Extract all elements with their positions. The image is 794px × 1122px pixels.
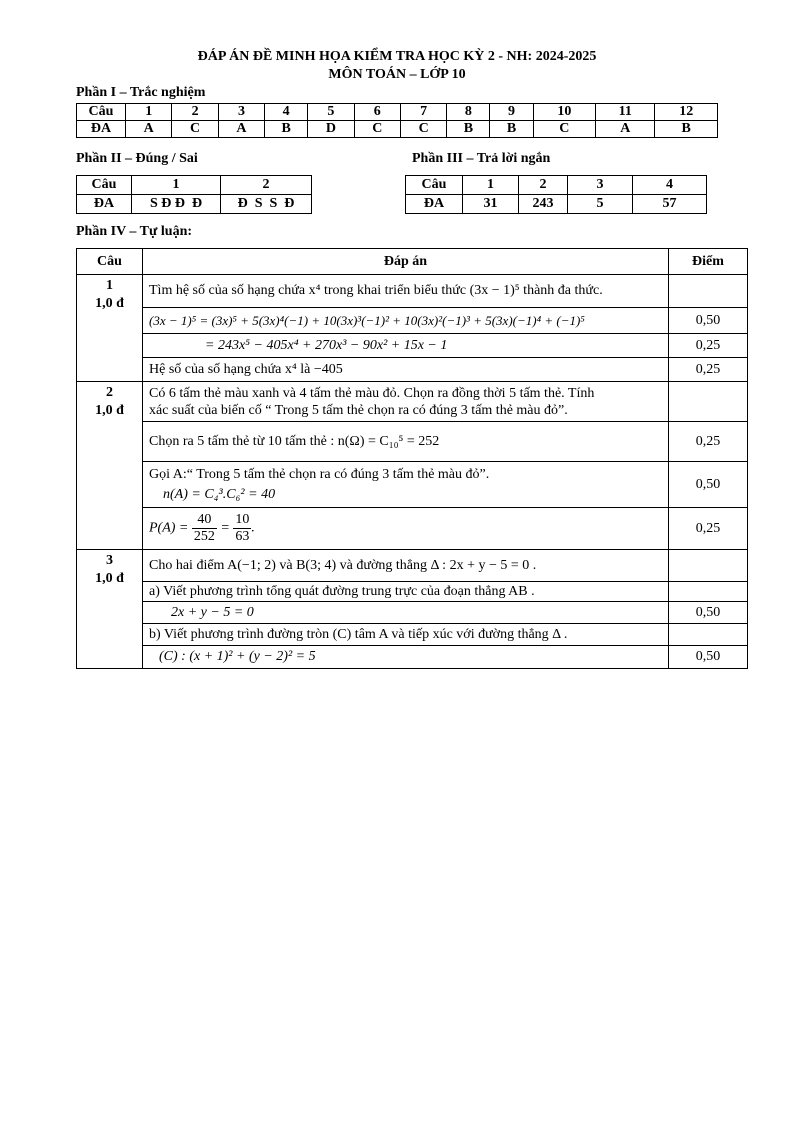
part1-a: A	[126, 121, 172, 138]
q3-row	[77, 582, 748, 602]
part3-table	[405, 175, 707, 214]
q3-points	[669, 624, 748, 646]
part2-question-row	[77, 176, 312, 195]
q2-frac2-num: 10	[235, 512, 250, 527]
part2-q: 2	[221, 176, 312, 195]
part1-a: B	[655, 121, 718, 138]
part1-title: Phần I – Trắc nghiệm	[76, 85, 206, 100]
q2-frac1-den: 252	[193, 529, 215, 544]
part1-question-row	[77, 104, 718, 121]
part3-q: 4	[633, 176, 707, 195]
part3-q: 2	[519, 176, 568, 195]
q2-fraction-1	[192, 512, 217, 545]
q1-points-total: 1,0 đ	[95, 296, 124, 311]
q1-result: = 243x⁵ − 405x⁴ + 270x³ − 90x² + 15x − 1	[143, 334, 669, 358]
q3-row	[77, 624, 748, 646]
doc-title: ĐÁP ÁN ĐỀ MINH HỌA KIỂM TRA HỌC KỲ 2 - NH: 2024-2025	[197, 49, 597, 64]
q1-conclusion: Hệ số của số hạng chứa x⁴ là −405	[143, 358, 669, 382]
part3-question-row	[406, 176, 707, 195]
part3-a-label: ĐA	[406, 195, 463, 214]
part1-a: C	[354, 121, 400, 138]
q2-frac1-num: 40	[192, 512, 217, 529]
q1-points: 0,50	[669, 308, 748, 334]
q2-row	[77, 382, 748, 422]
part1-q: 7	[400, 104, 446, 121]
part1-q-label: Câu	[77, 104, 126, 121]
q3-row	[77, 602, 748, 624]
q3-part-a: a) Viết phương trình tổng quát đường trung trực của đoạn thẳng AB .	[143, 582, 669, 602]
part4-col-answer: Đáp án	[143, 249, 669, 275]
q1-row	[77, 358, 748, 382]
doc-subtitle: MÔN TOÁN – LỚP 10	[328, 67, 466, 82]
part1-q: 5	[308, 104, 354, 121]
part1-q: 4	[265, 104, 308, 121]
q3-number: 3	[106, 553, 113, 568]
q1-points: 0,25	[669, 334, 748, 358]
part1-q: 1	[126, 104, 172, 121]
q3-row	[77, 646, 748, 669]
q3-part-a-answer: 2x + y − 5 = 0	[143, 602, 669, 624]
part2-title: Phần II – Đúng / Sai	[76, 151, 198, 166]
q2-points: 0,25	[669, 422, 748, 462]
q1-cell	[77, 275, 143, 382]
part1-a: B	[490, 121, 533, 138]
part1-a: B	[447, 121, 490, 138]
part4-title: Phần IV – Tự luận:	[76, 224, 193, 239]
part1-table	[76, 103, 718, 138]
q1-number: 1	[106, 278, 113, 293]
q2-row	[77, 462, 748, 508]
q2-points-total: 1,0 đ	[95, 403, 124, 418]
part1-answer-row	[77, 121, 718, 138]
part3-title: Phần III – Trả lời ngắn	[412, 151, 551, 166]
part4-table	[76, 248, 748, 669]
q2-prompt-line1: Có 6 tấm thẻ màu xanh và 4 tấm thẻ màu đỏ. Chọn ra đồng thời 5 tấm thẻ. Tính	[149, 385, 595, 401]
q2-cell	[77, 382, 143, 550]
part1-a: A	[218, 121, 264, 138]
q3-row	[77, 550, 748, 582]
part2-answer-row	[77, 195, 312, 214]
q2-event	[143, 462, 669, 508]
part3-answer-row	[406, 195, 707, 214]
part1-a: C	[533, 121, 596, 138]
part1-q: 10	[533, 104, 596, 121]
part2-a: Đ S S Đ	[221, 195, 312, 214]
part1-q: 11	[596, 104, 655, 121]
q1-row	[77, 334, 748, 358]
q2-event-line2: n(A) = C₄³.C₆² = 40	[163, 486, 276, 502]
q1-points: 0,25	[669, 358, 748, 382]
part1-q: 6	[354, 104, 400, 121]
part3-q: 1	[463, 176, 519, 195]
q2-prob-lhs: P(A) =	[149, 520, 192, 536]
part1-a-label: ĐA	[77, 121, 126, 138]
q2-prompt	[143, 382, 669, 422]
q3-points	[669, 550, 748, 582]
q3-prompt: Cho hai điểm A(−1; 2) và B(3; 4) và đường thẳng Δ : 2x + y − 5 = 0 .	[143, 550, 669, 582]
q3-part-b-answer: (C) : (x + 1)² + (y − 2)² = 5	[143, 646, 669, 669]
part1-q: 8	[447, 104, 490, 121]
q1-points	[669, 275, 748, 308]
q3-points-total: 1,0 đ	[95, 571, 124, 586]
part4-col-points: Điểm	[669, 249, 748, 275]
q1-prompt: Tìm hệ số của số hạng chứa x⁴ trong khai triển biểu thức (3x − 1)⁵ thành đa thức.	[143, 275, 669, 308]
q1-row	[77, 308, 748, 334]
part1-q: 12	[655, 104, 718, 121]
q2-number: 2	[106, 385, 113, 400]
part3-a: 243	[519, 195, 568, 214]
q1-row	[77, 275, 748, 308]
part1-q: 9	[490, 104, 533, 121]
part2-q-label: Câu	[77, 176, 132, 195]
part3-a: 31	[463, 195, 519, 214]
q2-probability: P(A) = $\frac{40}{252}$ = $\frac{10}{63}$ .	[143, 508, 669, 550]
q3-part-b: b) Viết phương trình đường tròn (C) tâm A và tiếp xúc với đường thẳng Δ .	[143, 624, 669, 646]
q2-event-line1: Gọi A:“ Trong 5 tấm thẻ chọn ra có đúng 3 tấm thẻ màu đỏ”.	[149, 466, 490, 482]
part1-a: D	[308, 121, 354, 138]
part3-a: 5	[568, 195, 633, 214]
q2-points	[669, 382, 748, 422]
q3-points	[669, 582, 748, 602]
q3-points: 0,50	[669, 602, 748, 624]
q1-expansion: (3x − 1)⁵ = (3x)⁵ + 5(3x)⁴(−1) + 10(3x)³(−1)² + 10(3x)²(−1)³ + 5(3x)(−1)⁴ + (−1)⁵	[143, 308, 669, 334]
q2-sample-space: Chọn ra 5 tấm thẻ từ 10 tấm thẻ : n(Ω) = C₁₀⁵ = 252	[143, 422, 669, 462]
part1-q: 2	[172, 104, 218, 121]
part4-header-row	[77, 249, 748, 275]
q2-row	[77, 422, 748, 462]
q3-cell	[77, 550, 143, 669]
part1-a: C	[400, 121, 446, 138]
part1-q: 3	[218, 104, 264, 121]
q2-points: 0,50	[669, 462, 748, 508]
part1-a: A	[596, 121, 655, 138]
part1-a: B	[265, 121, 308, 138]
part2-a: S Đ Đ Đ	[132, 195, 221, 214]
q2-prompt-line2: xác suất của biến cố “ Trong 5 tấm thẻ chọn ra có đúng 3 tấm thẻ màu đỏ”.	[149, 402, 568, 418]
part4-col-q: Câu	[77, 249, 143, 275]
q2-row	[77, 508, 748, 550]
part3-a: 57	[633, 195, 707, 214]
part2-table	[76, 175, 312, 214]
part1-a: C	[172, 121, 218, 138]
q2-frac2-den: 63	[235, 529, 250, 544]
part3-q-label: Câu	[406, 176, 463, 195]
part3-q: 3	[568, 176, 633, 195]
q2-points: 0,25	[669, 508, 748, 550]
part2-q: 1	[132, 176, 221, 195]
part2-a-label: ĐA	[77, 195, 132, 214]
q3-points: 0,50	[669, 646, 748, 669]
q2-fraction-2	[233, 512, 251, 545]
